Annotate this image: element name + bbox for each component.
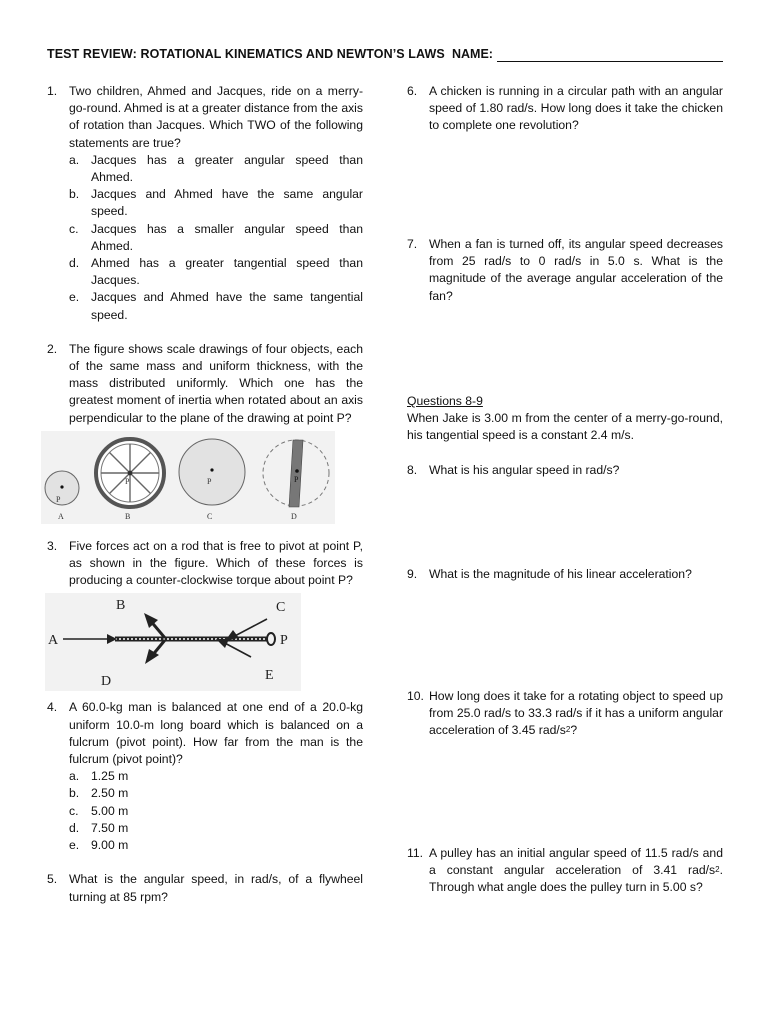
object-label-b: B [125,511,131,521]
name-label: NAME: [452,47,493,61]
svg-text:P: P [125,476,130,486]
force-label-c: C [276,600,286,616]
question-text: When a fan is turned off, its angular speed decreases from 25 rad/s to 0 rad/s in 5.0 s. What is the magnitude of the average angular acceleration of the fan? [429,237,723,303]
force-label-a: A [48,633,59,649]
question-8 [407,462,723,479]
option-a: a. Jacques has a greater angular speed than Ahmed. [69,152,363,185]
question-text: A 60.0-kg man is balanced at one end of a 20.0-kg uniform 10.0-m long board which is balanced on a fulcrum (pivot point). How far from the man is the fulcrum (pivot point)? [69,700,363,767]
question-text: A chicken is running in a circular path with an angular speed of 1.80 rad/s. How long does it take the chicken to complete one revolution? [429,84,723,133]
question-11: 11. A pulley has an initial angular speed of 11.5 rad/s and a constant angular acceleration of 3.41 rad/$s^2$. Through what angle does the pulley turn in 5.00 s? [407,846,723,895]
question-number: 8. [407,463,418,477]
question-text: The figure shows scale drawings of four objects, each of the same mass and uniform thickness, with the mass distributed uniformly. Which one has the greatest moment of inertia when rotated about an axis perpendicular to the plane of the drawing at point P? [69,341,363,425]
right-column-q7 [407,236,723,305]
force-label-d: D [101,674,112,690]
force-label-b: B [116,598,126,614]
question-number: 5. [47,872,58,887]
question-number: 1. [47,84,58,98]
point-label: P [56,494,61,504]
question-number: 3. [47,538,58,553]
question-number: 10. [407,689,424,703]
question-7 [407,236,723,305]
question-number: 4. [47,700,58,715]
object-c-disk [179,439,245,505]
option-c: c. 5.00 m [69,803,129,818]
question-10: 10. How long does it take for a rotating object to speed up from 25.0 rad/s to 33.3 rad/s if it has a uniform angular acceleration of 3.45 rad/$s^2$? [407,689,723,738]
option-a: a. 1.25 m [69,769,129,784]
questions-8-9-group [407,393,723,445]
five-forces-diagram [45,593,301,691]
question-text: What is the angular speed, in rad/s, of a flywheel turning at 85 rpm? [69,872,363,904]
question-4-options [47,768,363,854]
right-column-q9 [407,566,723,583]
question-number: 2. [47,341,58,356]
questions-8-9-heading: Questions 8-9 [407,394,483,408]
question-number: 6. [407,84,418,98]
object-label-d: D [291,511,297,521]
question-text: A pulley has an initial angular speed of 11.5 rad/s and a constant angular acceleration of 3.41 rad/s [429,846,723,878]
questions-8-9-intro: When Jake is 3.00 m from the center of a merry-go-round, his tangential speed is a constant 2.4 m/s. [407,411,723,443]
option-d: d. 7.50 m [69,820,129,835]
worksheet-title: TEST REVIEW: ROTATIONAL KINEMATICS AND NEWTON’S LAWS [47,47,445,61]
question-1 [47,83,363,152]
question-9 [407,566,723,583]
option-e: e. 9.00 m [69,838,129,853]
name-field-line[interactable] [497,61,723,62]
question-text: What is the magnitude of his linear acceleration? [429,567,692,581]
question-number: 7. [407,237,418,251]
torque-figure [45,593,301,691]
question-4 [47,699,363,768]
option-c: c. Jacques has a smaller angular speed than Ahmed. [69,221,363,253]
question-text: How long does it take for a rotating object to speed up from 25.0 rad/s to 33.3 rad/s if it has a uniform angular acceleration of 3.45 rad/s [429,689,723,738]
four-objects-diagram [41,431,335,524]
question-number: 11. [407,846,424,860]
svg-text:P: P [294,474,299,484]
question-6 [407,83,723,135]
right-column-q8 [407,462,723,479]
right-column-q10 [407,688,723,740]
right-column-q6 [407,83,723,135]
right-column-q11 [407,845,723,897]
question-number: 9. [407,567,418,581]
force-label-e: E [265,668,274,684]
question-3 [47,538,363,590]
question-text: What is his angular speed in rad/s? [429,463,620,477]
option-d: d. Ahmed has a greater tangential speed than Jacques. [69,256,363,288]
question-5 [47,871,363,905]
moment-of-inertia-figure [41,431,335,524]
svg-text:P: P [207,476,212,486]
pivot-label-p: P [280,633,288,649]
question-text: Five forces act on a rod that is free to pivot at point P, as shown in the figure. Which of these forces is producing a counter-clockwise torque about point P? [69,538,363,588]
object-label-a: A [58,511,64,521]
option-b: b. 2.50 m [69,786,129,801]
option-e: e. Jacques and Ahmed have the same tangential speed. [69,290,363,322]
object-label-c: C [207,511,213,521]
question-1-options [47,152,363,324]
question-2 [47,341,363,427]
left-column [47,83,363,906]
option-b: b. Jacques and Ahmed have the same angular speed. [69,187,363,219]
question-text: Two children, Ahmed and Jacques, ride on a merry-go-round. Ahmed is at a greater distance from the axis of rotation than Jacques. Which TWO of the following statements are true? [69,84,363,150]
